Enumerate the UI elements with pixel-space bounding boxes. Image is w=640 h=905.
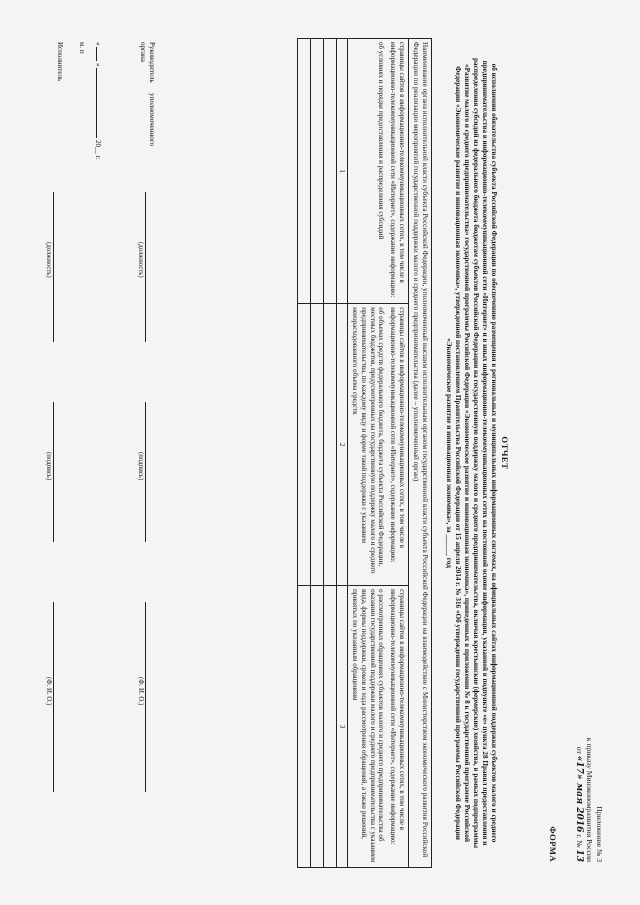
table-header-cell: Наименование органа исполнительной власти субъекта Российской Федерации, уполномоченный высшим исполнительным органом государственной власти субъекта Российской Федерации на взаимодействие с Министерством экономического развития Российской Федерации по реализации мероприятий государственной поддержки малого и среднего предпринимательства (далее – уполномоченный орган) [409, 39, 432, 868]
annex-date-prefix: от [575, 746, 585, 754]
annex-line-3 [573, 738, 585, 862]
executor-signature-caption: (подпись) [45, 452, 52, 481]
executor-position-caption: (должность) [45, 242, 52, 278]
head-name-caption: (Ф. И. О.) [137, 677, 144, 706]
executor-label: Исполнитель [56, 42, 64, 82]
table-cell-column-3 [348, 586, 409, 868]
column-3-topic: о рассмотренных обращениях субъектов малого и среднего предпринимательства об оказании государственной поддержки малого и среднего предпринимательства с указанием вида, формы поддержки, сроков и хода рассмотрения обращений, а также решений, принятых по указанным обращениям [351, 589, 386, 863]
head-signature-caption: (подпись) [137, 452, 144, 481]
executor-position-line[interactable] [53, 192, 64, 342]
head-signature-line[interactable] [145, 402, 156, 542]
annex-handwritten-date: «17» мая 2016 [574, 755, 585, 833]
column-3-intro: страницы сайтов в информационно-телекоммуникационных сетях, в том числе в информационно-телекоммуникационной сети «Интернет», содержание информацию: [389, 589, 406, 845]
executor-signature-line[interactable] [53, 402, 64, 542]
stamp-place: м. п [78, 42, 86, 54]
date-quote-close: » [94, 63, 102, 67]
empty-data-cell[interactable] [310, 586, 323, 868]
date-row [93, 42, 102, 864]
column-2-intro: страницы сайтов в информационно-телекоммуникационных сетях, в том числе в информационно-телекоммуникационной сети «Интернет», содержание информацию: [389, 307, 406, 563]
empty-data-cell[interactable] [310, 39, 323, 304]
annex-line-2: к приказу Минэкономразвития России [585, 737, 595, 862]
empty-data-cell[interactable] [297, 304, 310, 586]
column-2-topic: об объемах средств федерального бюджета, бюджета субъекта Российской Федерации, местных бюджетов, предусмотренных на государственную поддержку малого и среднего предпринимательства, по каждому виду и форме такой поддержки с указанием неизрасходованного объема средств [351, 307, 386, 574]
date-month-field[interactable] [96, 68, 97, 138]
table-cell-column-1 [348, 39, 409, 304]
date-quote-open: « [94, 42, 102, 46]
head-label-line-3: органа [138, 42, 147, 62]
head-position-caption: (должность) [137, 242, 144, 278]
empty-data-cell[interactable] [310, 304, 323, 586]
empty-data-cell[interactable] [297, 39, 310, 304]
executor-name-line[interactable] [53, 602, 64, 792]
report-form-sheet [30, 28, 610, 878]
empty-data-cell[interactable] [323, 586, 336, 868]
form-label: ФОРМА [548, 826, 558, 862]
head-position-line[interactable] [145, 192, 156, 342]
head-name-line[interactable] [145, 602, 156, 792]
table-cell-column-2 [348, 304, 409, 586]
date-day-field[interactable] [96, 47, 97, 61]
empty-data-cell[interactable] [323, 304, 336, 586]
head-label [138, 42, 156, 146]
column-number-2: 2 [336, 304, 348, 586]
date-year: 20__ г. [94, 140, 102, 160]
head-label-line-1: Руководитель [148, 42, 156, 83]
executor-name-caption: (Ф. И. О.) [45, 677, 52, 706]
annex-number-prefix: г. № [575, 834, 585, 848]
column-1-topic: об условиях и порядке предоставления и распределения субсидий [377, 42, 386, 240]
column-number-3: 3 [336, 586, 348, 868]
column-number-1: 1 [336, 39, 348, 304]
report-subtitle: об исполнении обязательства субъекта Российской Федерации по обеспечению размещения в региональных и муниципальных информационных системах, на официальных сайтах информационной поддержки субъектов малого и среднего предпринимательства в информационно-телекоммуникационной сети «Интернет» и в иных информационно-телекоммуникационных сетях на постоянной основе информации, указанной в подпункте «е» пункта 28 Правил предоставления и распределения субсидий из федерального бюджета бюджетам субъектов Российской Федерации на государственную поддержку малого и среднего предпринимательства, включая крестьянские (фермерские) хозяйства, в рамках подпрограммы «Развитие малого и среднего предпринимательства» государственной программы Российской Федерации «Экономическое развитие и инновационная экономика», приведенных в приложении № 8 к государственной программе Российской Федерации «Экономическое развитие и инновационная экономика», утвержденной постановлением Правительства Российской Федерации от 15 апреля 2014 г. № 316 «Об утверждении государственной программы Российской Федерации «Экономическое развитие и инновационная экономика», за ______ год [445, 58, 498, 848]
head-label-line-2: уполномоченного [148, 93, 156, 146]
annex-header [573, 738, 604, 862]
report-table [297, 38, 432, 868]
report-title: ОТЧЕТ [500, 436, 510, 470]
column-1-intro: страницы сайтов в информационно-телекоммуникационных сетях, в том числе в информационно-телекоммуникационной сети «Интернет», содержание информацию: [389, 42, 406, 298]
empty-data-cell[interactable] [323, 39, 336, 304]
annex-handwritten-number: 13 [574, 849, 585, 862]
annex-line-1: Приложение № 3 [595, 806, 604, 862]
empty-data-cell[interactable] [297, 586, 310, 868]
